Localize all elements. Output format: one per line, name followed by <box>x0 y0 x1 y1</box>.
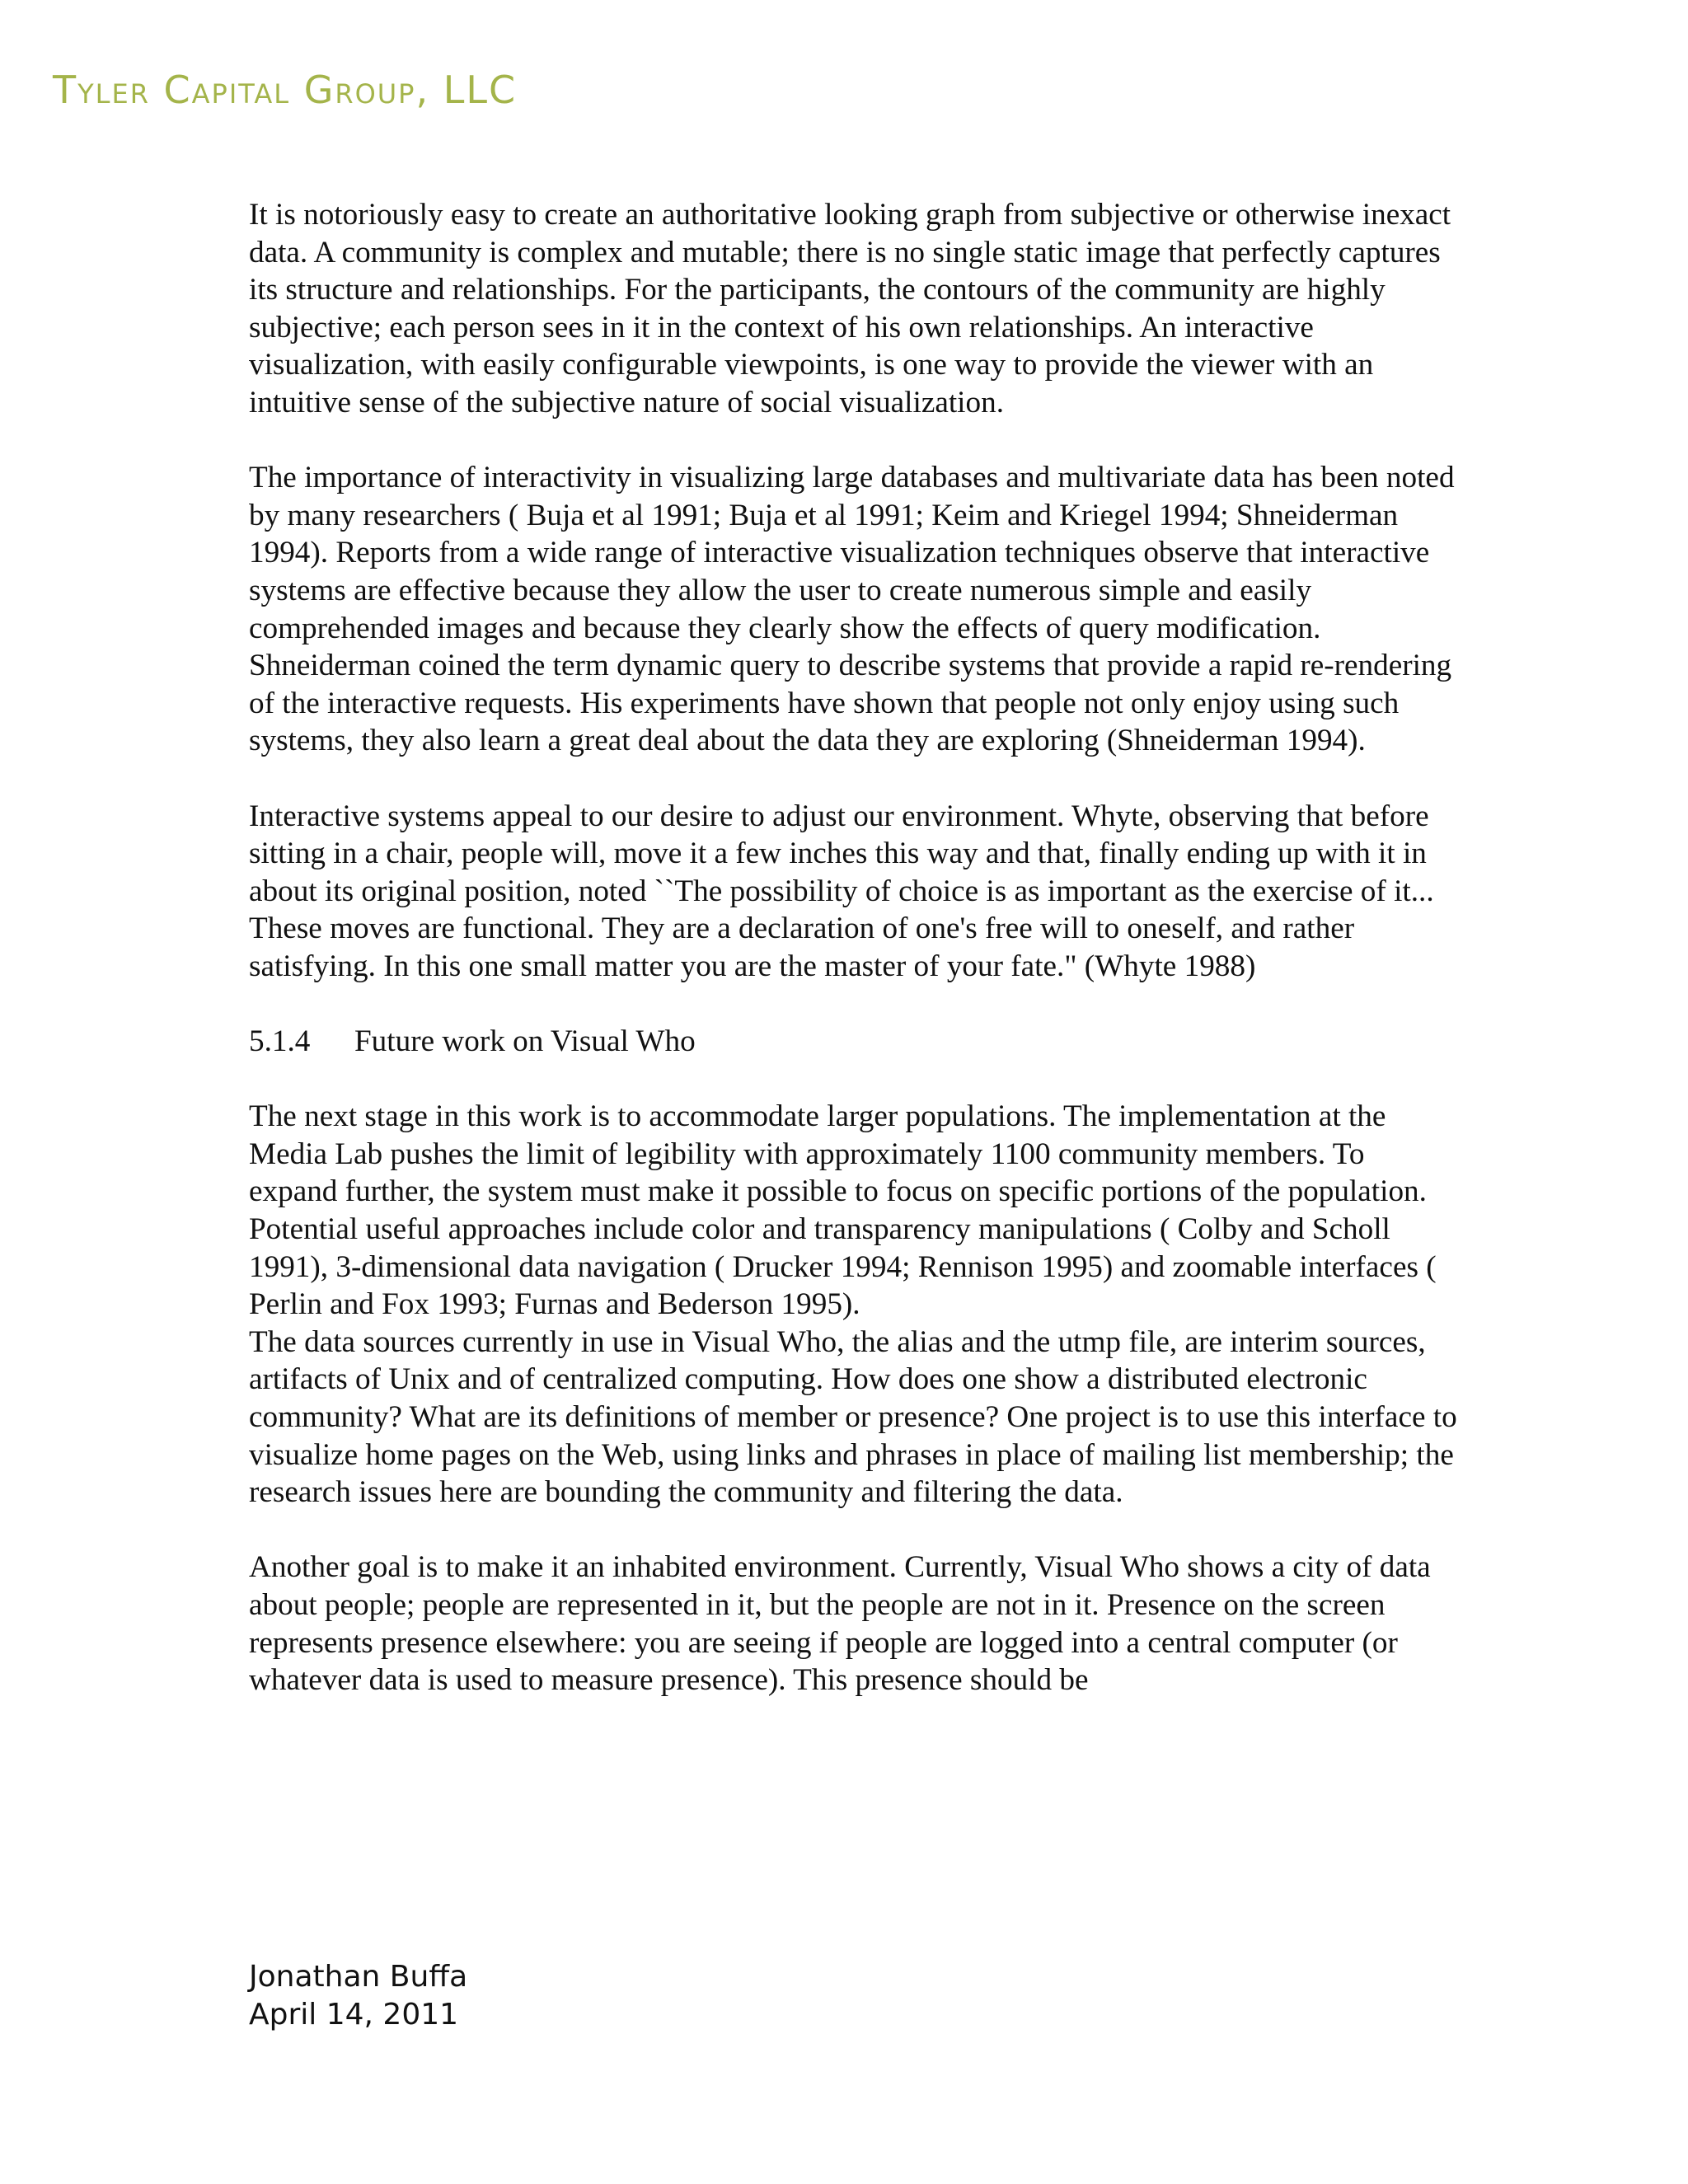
document-date: April 14, 2011 <box>249 1998 459 2032</box>
section-number: 5.1.4 <box>249 1024 311 1059</box>
author-name: Jonathan Buffa <box>249 1960 468 1994</box>
document-body <box>249 196 1461 1699</box>
paragraph-subjective-visualization: It is notoriously easy to create an authoritative looking graph from subjective or otherwise inexact data. A community is complex and mutable; there is no single static image that perfectly captures its structure and relationships. For the participants, the contours of the community are highly subjective; each person sees in it in the context of his own relationships. An interactive visualization, with easily configurable viewpoints, is one way to provide the viewer with an intuitive sense of the subjective nature of social visualization. <box>249 198 1451 419</box>
signature-block <box>249 1958 467 2034</box>
paragraph-inhabited-environment: Another goal is to make it an inhabited environment. Currently, Visual Who shows a city of data about people; people are represented in it, but the people are not in it. Presence on the screen represents presence elsewhere: you are seeing if people are logged into a central computer (or whatever data is used to measure presence). This presence should be <box>249 1550 1431 1698</box>
paragraph-interactivity: The importance of interactivity in visualizing large databases and multivariate data has been noted by many researchers ( Buja et al 1991; Buja et al 1991; Keim and Kriegel 1994; Shneiderman 1994). Reports from a wide range of interactive visualization techniques observe that interactive systems are effective because they allow the user to create numerous simple and easily comprehended images and because they clearly show the effects of query modification. Shneiderman coined the term dynamic query to describe systems that provide a rapid re-rendering of the interactive requests. His experiments have shown that people not only enjoy using such systems, they also learn a great deal about the data they are exploring (Shneiderman 1994). <box>249 461 1455 758</box>
section-title: Future work on Visual Who <box>354 1024 696 1059</box>
paragraph-larger-populations: The next stage in this work is to accommodate larger populations. The implementation at the Media Lab pushes the limit of legibility with approximately 1100 community members. To expand further, the system must make it possible to focus on specific portions of the population. Potential useful approaches include color and transparency manipulations ( Colby and Scholl 1991), 3-dimensional data navigation ( Drucker 1994; Rennison 1995) and zoomable interfaces ( Perlin and Fox 1993; Furnas and Bederson 1995). <box>249 1099 1437 1322</box>
paragraph-whyte-quote: Interactive systems appeal to our desire to adjust our environment. Whyte, observing that before sitting in a chair, people will, move it a few inches this way and that, finally ending up with it in about its original position, noted ``The possibility of choice is as important as the exercise of it... These moves are functional. They are a declaration of one's free will to oneself, and rather satisfying. In this one small matter you are the master of your fate." (Whyte 1988) <box>249 799 1434 983</box>
section-heading <box>249 1023 1461 1061</box>
company-header: Tyler Capital Group, LLC <box>53 68 518 112</box>
paragraph-data-sources: The data sources currently in use in Visual Who, the alias and the utmp file, are interim sources, artifacts of Unix and of centralized computing. How does one show a distributed electronic community? What are its definitions of member or presence? One project is to use this interface to visualize home pages on the Web, using links and phrases in place of mailing list membership; the research issues here are bounding the community and filtering the data. <box>249 1324 1457 1510</box>
